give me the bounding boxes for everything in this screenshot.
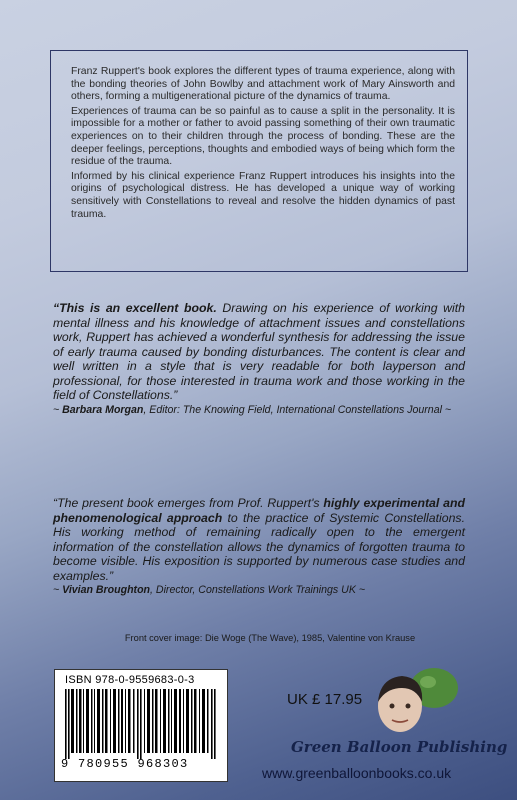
publisher-name: Green Balloon Publishing <box>291 738 508 756</box>
quote-2-text-start: “The present book emerges from Prof. Ruppert's <box>53 496 324 510</box>
quote-2-attribution <box>53 584 465 597</box>
barcode-block <box>54 669 228 782</box>
balloon-child-logo-icon <box>372 668 462 740</box>
synopsis-box <box>50 50 468 272</box>
isbn-label: ISBN 978-0-9559683-0-3 <box>65 674 195 686</box>
price: UK £ 17.95 <box>287 691 363 708</box>
quote-2-author: Vivian Broughton <box>62 584 151 596</box>
barcode-icon <box>61 689 221 759</box>
synopsis-paragraph-1: Franz Ruppert's book explores the different types of trauma experience, along with the bonding theories of John Bowlby and attachment work of Mary Ainsworth and others, forming a multigenerational picture of the dynamics of trauma. <box>71 66 455 103</box>
attr-2-prefix: ~ <box>53 584 63 596</box>
review-quote-1 <box>53 301 465 417</box>
synopsis-paragraph-3: Informed by his clinical experience Franz Ruppert introduces his insights into the origins of psychological distress. He has developed a unique way of working sensitively with Constellations to reveal and resolve the hidden dynamics of past trauma. <box>71 170 455 220</box>
quote-1-author-role: , Editor: The Knowing Field, International Constellations Journal ~ <box>143 403 452 416</box>
synopsis-paragraph-2: Experiences of trauma can be so painful as to cause a split in the personality. It is impossible for a mother or father to avoid passing something of their own traumatic experiences on to their children through the process of bonding. These are the deeper feelings, perceptions, thoughts and embodied ways of being which form the residue of the trauma. <box>71 105 455 168</box>
quote-1-attribution <box>53 404 465 417</box>
cover-image-credit: Front cover image: Die Woge (The Wave), 1985, Valentine von Krause <box>124 633 416 643</box>
quote-1-text: Drawing on his experience of working with mental illness and his knowledge of attachment issues and constellations work, Ruppert has achieved a wonderful synthesis for addressing the issue of early trauma caused by bonding disturbances. The content is clear and well written in a style that is very readable for both layperson and professional, for those interested in trauma work and those working in the field of Constellations.” <box>53 301 465 402</box>
publisher-url: www.greenballoonbooks.co.uk <box>262 765 452 781</box>
quote-1-author: Barbara Morgan <box>62 403 144 416</box>
barcode-digits: 9 780955 968303 <box>61 757 189 771</box>
quote-2-emphasis: highly experimental and phenomenological approach <box>53 496 465 525</box>
attr-1-prefix: ~ <box>53 403 63 416</box>
quote-2-text-end: to the practice of Systemic Constellations. His working method of remaining radically open to the emergent information of the constellation allows the dynamics of forgotten trauma to become visible. His exposition is supported by numerous case studies and examples.” <box>53 510 465 583</box>
quote-1-lead: “This is an excellent book. <box>53 301 217 315</box>
review-quote-2 <box>53 496 465 597</box>
quote-2-author-role: , Director, Constellations Work Trainings UK ~ <box>150 584 366 596</box>
